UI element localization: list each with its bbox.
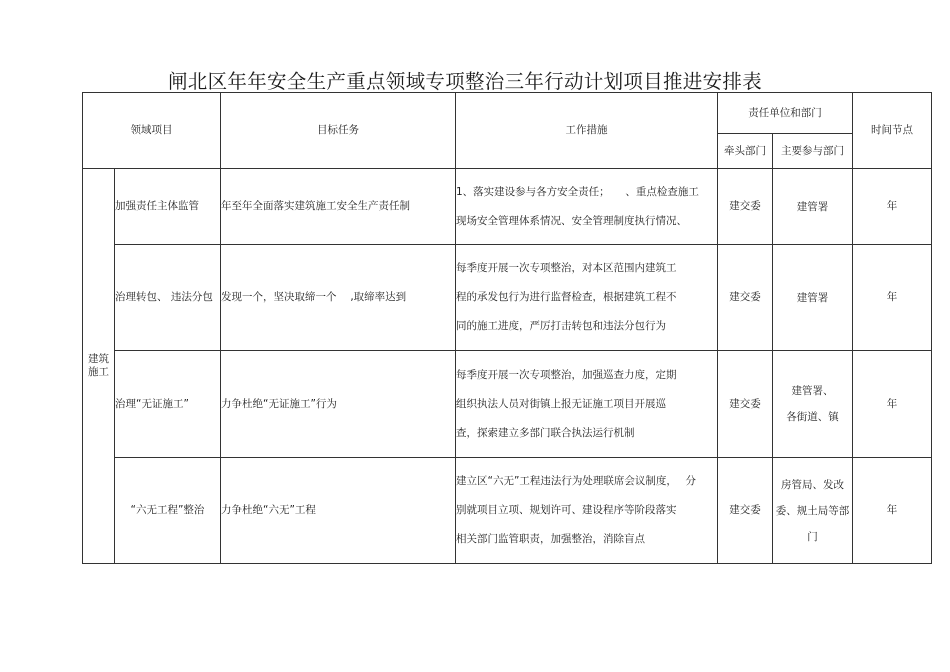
participant-line: 门 [807,530,818,543]
measure-cell [456,169,718,245]
table-row [83,245,932,351]
measure-line: 组织执法人员对街镇上报无证施工项目开展巡 [456,397,666,410]
table-row [83,351,932,458]
measure-line: 1、落实建设参与各方安全责任； 、重点检查施工 [456,185,699,198]
header-participants: 主要参与部门 [773,134,853,169]
header-responsibility: 责任单位和部门 [718,93,853,134]
participant-cell [773,245,853,351]
measure-line: 查，探索建立多部门联合执法运行机制 [456,426,635,439]
header-measures: 工作措施 [456,93,718,169]
time-cell: 年 [853,169,932,245]
header-time: 时间节点 [853,93,932,169]
measure-line: 程的承发包行为进行监督检查，根据建筑工程不 [456,291,677,303]
item-cell: “六无工程”整治 [115,458,221,564]
table-row [83,458,932,564]
measure-cell [456,458,718,564]
header-domain-item: 领域项目 [83,93,221,169]
plan-table [82,92,932,564]
measure-cell [456,351,718,458]
lead-cell: 建交委 [718,169,773,245]
participant-line: 委、规土局等部 [775,504,850,517]
measure-line: 每季度开展一次专项整治，对本区范围内建筑工 [456,262,677,274]
measure-line: 每季度开展一次专项整治，加强巡查力度，定期 [456,368,677,381]
item-cell: 加强责任主体监管 [115,169,221,245]
measure-line: 相关部门监管职责，加强整治，消除盲点 [456,533,645,545]
target-cell: 年至年全面落实建筑施工安全生产责任制 [221,169,456,245]
domain-cell [83,169,115,564]
item-cell: 治理“无证施工” [115,351,221,458]
time-cell: 年 [853,458,932,564]
measure-cell [456,245,718,351]
participant-line: 建管署、 [791,385,834,397]
domain-line: 施工 [88,366,109,378]
time-cell: 年 [853,245,932,351]
table-row [83,169,932,245]
header-target: 目标任务 [221,93,456,169]
participant-line: 建管署 [796,200,829,213]
target-cell: 发现一个，坚决取缔一个 ,取缔率达到 [221,245,456,351]
measure-line: 现场安全管理体系情况、安全管理制度执行情况、 [456,214,687,227]
target-cell: 力争杜绝“无证施工”行为 [221,351,456,458]
page-title: 闸北区年年安全生产重点领域专项整治三年行动计划项目推进安排表 [168,70,763,93]
participant-line: 各街道、镇 [786,411,839,423]
measure-line: 同的施工进度，严厉打击转包和违法分包行为 [456,320,666,332]
measure-line: 建立区“六无”工程违法行为处理联席会议制度， 分 [456,475,696,487]
lead-cell: 建交委 [718,458,773,564]
participant-line: 房管局、发改 [781,478,844,491]
measure-line: 别就项目立项、规划许可、建设程序等阶段落实 [456,504,677,516]
header-lead: 牵头部门 [718,134,773,169]
target-cell: 力争杜绝“六无”工程 [221,458,456,564]
participant-cell [773,169,853,245]
item-cell: 治理转包、 违法分包 [115,245,221,351]
participant-cell [773,351,853,458]
participant-cell [773,458,853,564]
domain-line: 建筑 [88,353,109,366]
time-cell: 年 [853,351,932,458]
lead-cell: 建交委 [718,351,773,458]
participant-line: 建管署 [796,291,829,304]
lead-cell: 建交委 [718,245,773,351]
